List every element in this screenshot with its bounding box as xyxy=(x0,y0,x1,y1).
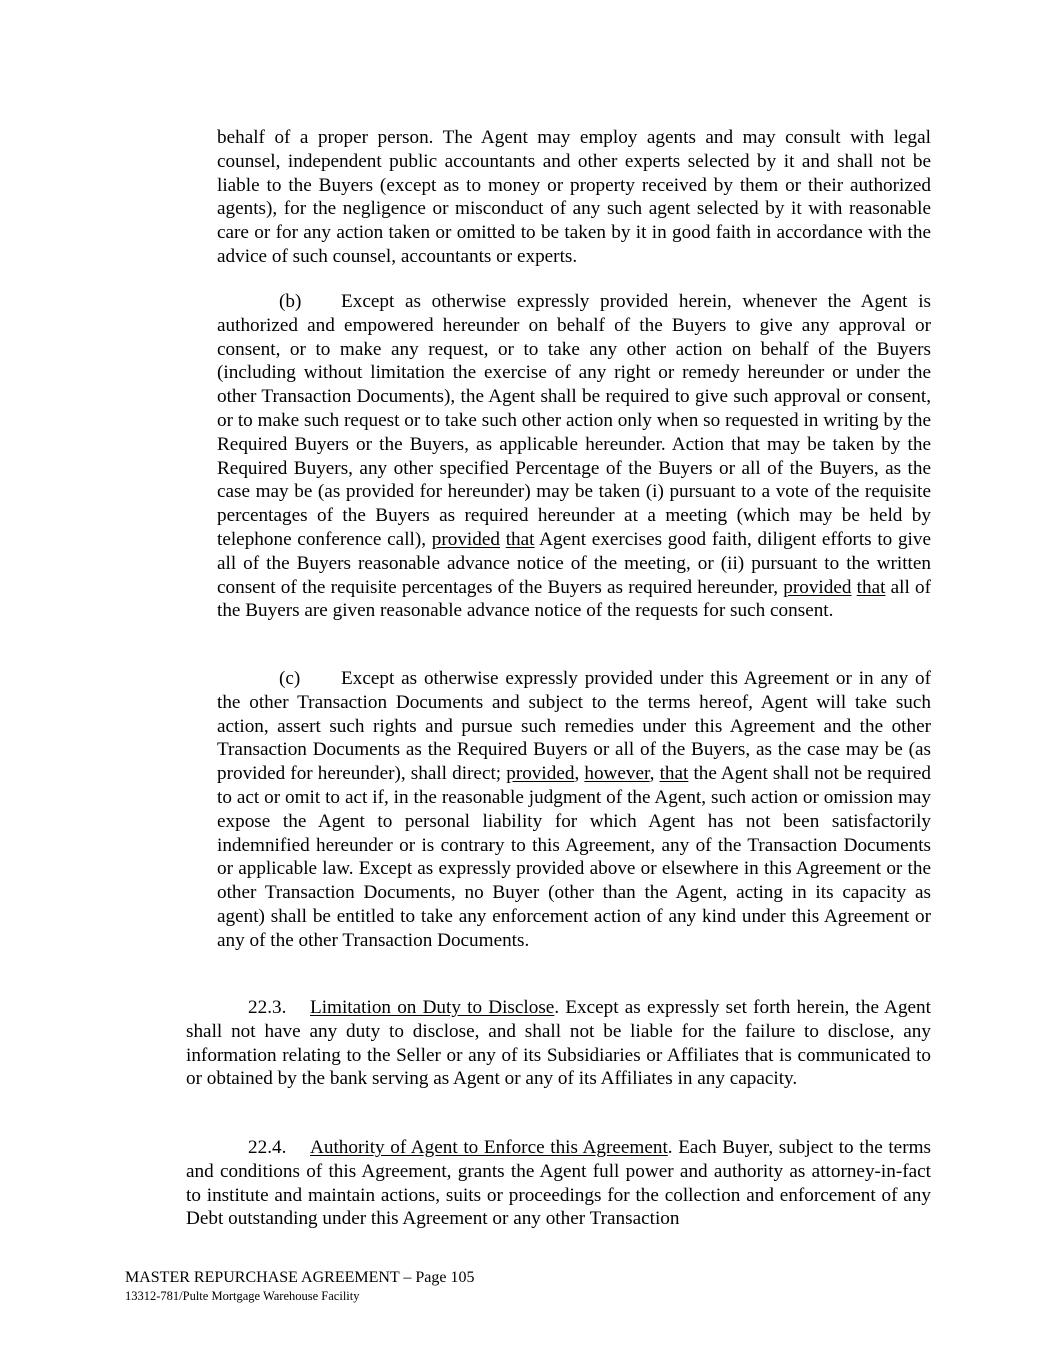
provided-term: provided xyxy=(431,528,500,550)
however-term: however xyxy=(584,763,650,785)
heading-period: . xyxy=(554,997,560,1018)
subsection-c-text-2: the Agent shall not be required to act or omit to act if, in the reasonable judgment of the Agent, such action or omission may expose the Agent to personal liability for which Agent has not been satisfactorily indemnified hereunder or is contrary to this Agreement, any of the Transaction Documents or applicable law. Except as expressly provided above or elsewhere in this Agreement or the other Transaction Documents, no Buyer (other than the Agent, acting in its capacity as agent) shall be entitled to take any enforcement action of any kind under this Agreement or any of the other Transaction Documents. xyxy=(217,763,932,951)
that-term: that xyxy=(659,763,689,785)
paragraph-continued xyxy=(217,126,931,269)
subsection-b-text-1: Except as otherwise expressly provided herein, whenever the Agent is authorized and empowered hereunder on behalf of the Buyers to give any approval or consent, or to make any request, or to take any other action on behalf of the Buyers (including without limitation the exercise of any right or remedy hereunder or under the other Transaction Documents), the Agent shall be required to give such approval or consent, or to make such request or to take such other action only when so requested in writing by the Required Buyers or the Buyers, as applicable hereunder. Action that may be taken by the Required Buyers, any other specified Percentage of the Buyers or all of the Buyers, as the case may be (as provided for hereunder) may be taken (i) pursuant to a vote of the requisite percentages of the Buyers as required hereunder at a meeting (which may be held by telephone conference call), xyxy=(217,291,931,550)
section-22-3-text: Except as expressly set forth herein, the Agent shall not have any duty to disclose, and shall not be liable for the failure to disclose, any information relating to the Seller or any of its Subsidiaries or Affiliates that is communicated to or obtained by the bank serving as Agent or any of its Affiliates in any capacity. xyxy=(186,997,931,1090)
subsection-b-text-3: all of the Buyers are given reasonable advance notice of the requests for such consent. xyxy=(217,576,932,622)
section-22-3-heading: Limitation on Duty to Disclose xyxy=(310,997,555,1018)
subsection-b-label: (b) xyxy=(279,291,302,312)
section-22-4 xyxy=(186,1136,931,1231)
section-22-4-text: Each Buyer, subject to the terms and conditions of this Agreement, grants the Agent full power and authority as attorney-in-fact to institute and maintain actions, suits or proceedings for the collection and enforcement of any Debt outstanding under this Agreement or any other Transaction xyxy=(186,1137,931,1230)
heading-period: . xyxy=(667,1137,673,1158)
footer-title: MASTER REPURCHASE AGREEMENT – Page 105 xyxy=(125,1269,475,1286)
provided-term: provided xyxy=(783,576,852,598)
section-22-4-number: 22.4. xyxy=(248,1137,287,1158)
provided-term: provided xyxy=(506,763,575,785)
subsection-c-label: (c) xyxy=(279,668,301,689)
section-22-3 xyxy=(186,996,931,1091)
subsection-b xyxy=(217,290,931,623)
section-22-3-number: 22.3. xyxy=(248,997,287,1018)
subsection-c xyxy=(217,667,931,953)
footer-doc-ref: 13312-781/Pulte Mortgage Warehouse Facility xyxy=(125,1289,360,1303)
that-term: that xyxy=(505,528,535,550)
that-term: that xyxy=(856,576,886,598)
separator: , xyxy=(574,763,585,785)
paragraph-continued-text: behalf of a proper person. The Agent may employ agents and may consult with legal counsel, independent public accountants and other experts selected by it and shall not be liable to the Buyers (except as to money or property received by them or their authorized agents), for the negligence or misconduct of any such agent selected by it with reasonable care or for any action taken or omitted to be taken by it in good faith in accordance with the advice of such counsel, accountants or experts. xyxy=(217,127,931,267)
separator: , xyxy=(649,763,660,785)
section-22-4-heading: Authority of Agent to Enforce this Agreement xyxy=(310,1137,668,1158)
subsection-b-text-2: Agent exercises good faith, diligent efforts to give all of the Buyers reasonable advance notice of the meeting, or (ii) pursuant to the written consent of the requisite percentages of the Buyers as required hereunder, xyxy=(217,528,932,598)
subsection-c-text-1: Except as otherwise expressly provided under this Agreement or in any of the other Transaction Documents and subject to the terms hereof, Agent will take such action, assert such rights and pursue such remedies under this Agreement and the other Transaction Documents as the Required Buyers or all of the Buyers, as the case may be (as provided for hereunder), shall direct; xyxy=(217,668,931,785)
